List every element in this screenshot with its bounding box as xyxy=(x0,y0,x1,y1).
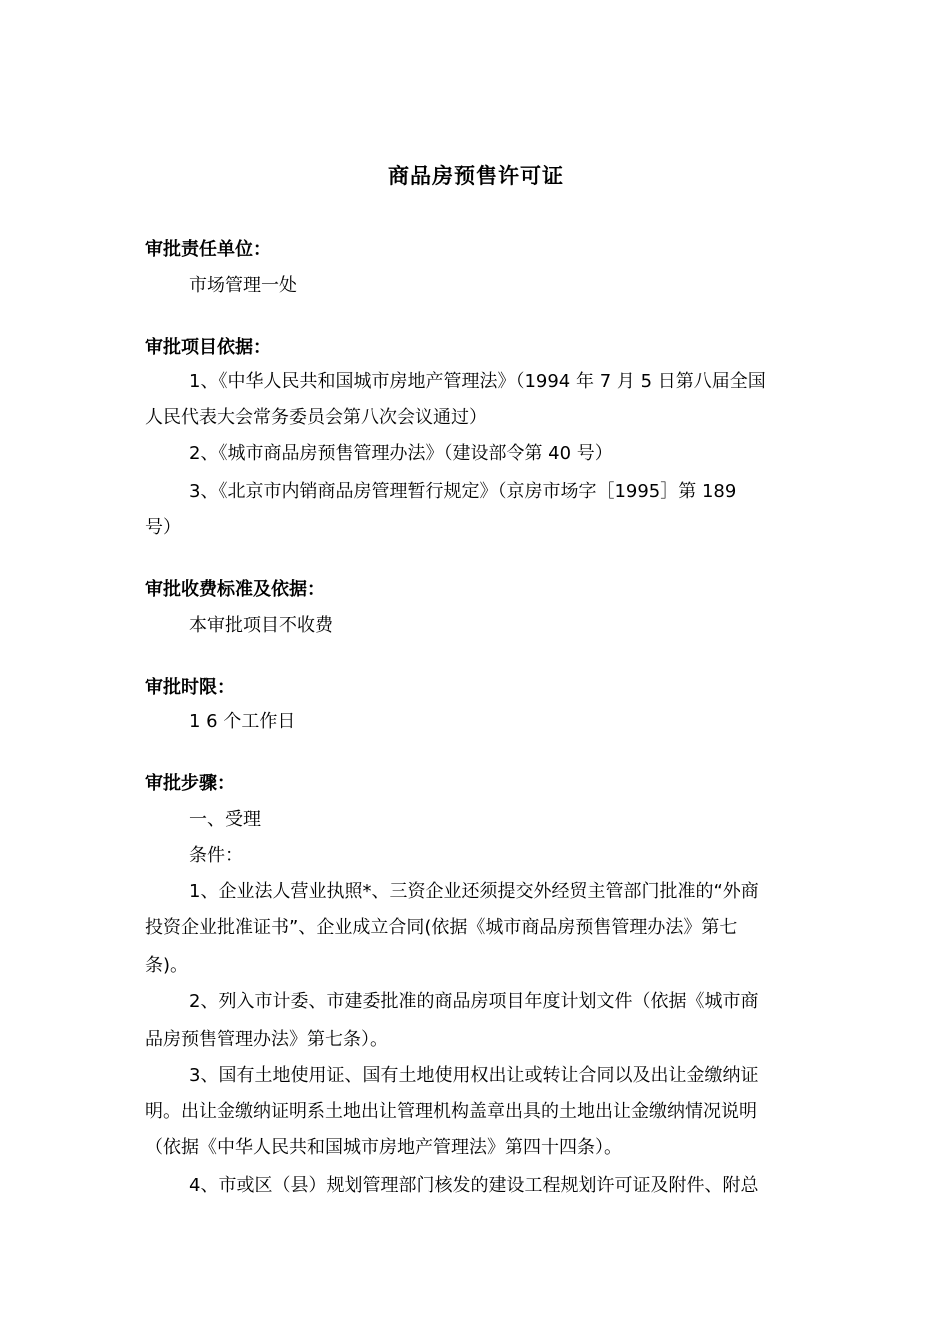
basis-line-1: 1、《中华人民共和国城市房地产管理法》（1994 年 7 月 5 日第八届全国 xyxy=(189,371,766,392)
unit-heading: 审批责任单位： xyxy=(145,239,271,260)
fee-body: 本审批项目不收费 xyxy=(189,615,333,636)
basis-line-3: 2、《城市商品房预售管理办法》（建设部令第 40 号） xyxy=(189,443,613,464)
steps-line-5: 条)。 xyxy=(145,955,189,976)
steps-line-9: 明。出让金缴纳证明系土地出让管理机构盖章出具的土地出让金缴纳情况说明 xyxy=(145,1101,757,1122)
steps-heading: 审批步骤： xyxy=(145,773,235,794)
fee-heading: 审批收费标准及依据： xyxy=(145,579,325,600)
basis-line-5: 号） xyxy=(145,517,181,538)
steps-line-4: 投资企业批准证书”、企业成立合同(依据《城市商品房预售管理办法》第七 xyxy=(145,917,738,938)
time-heading: 审批时限： xyxy=(145,677,235,698)
steps-line-1: 一、受理 xyxy=(189,809,261,830)
basis-heading: 审批项目依据： xyxy=(145,337,271,358)
steps-line-10: （依据《中华人民共和国城市房地产管理法》第四十四条）。 xyxy=(145,1137,622,1158)
steps-line-8: 3、国有土地使用证、国有土地使用权出让或转让合同以及出让金缴纳证 xyxy=(189,1065,759,1086)
basis-line-4: 3、《北京市内销商品房管理暂行规定》（京房市场字［1995］第 189 xyxy=(189,481,737,502)
steps-line-11: 4、市或区（县）规划管理部门核发的建设工程规划许可证及附件、附总 xyxy=(189,1175,759,1196)
unit-body: 市场管理一处 xyxy=(189,275,297,296)
steps-line-6: 2、列入市计委、市建委批准的商品房项目年度计划文件（依据《城市商 xyxy=(189,991,759,1012)
steps-line-7: 品房预售管理办法》第七条）。 xyxy=(145,1029,388,1050)
basis-line-2: 人民代表大会常务委员会第八次会议通过） xyxy=(145,407,487,428)
steps-line-2: 条件： xyxy=(189,845,243,866)
steps-line-3: 1、企业法人营业执照*、三资企业还须提交外经贸主管部门批准的“外商 xyxy=(189,881,759,902)
document-title: 商品房预售许可证 xyxy=(388,164,564,188)
time-body: 1 6 个工作日 xyxy=(189,711,296,732)
